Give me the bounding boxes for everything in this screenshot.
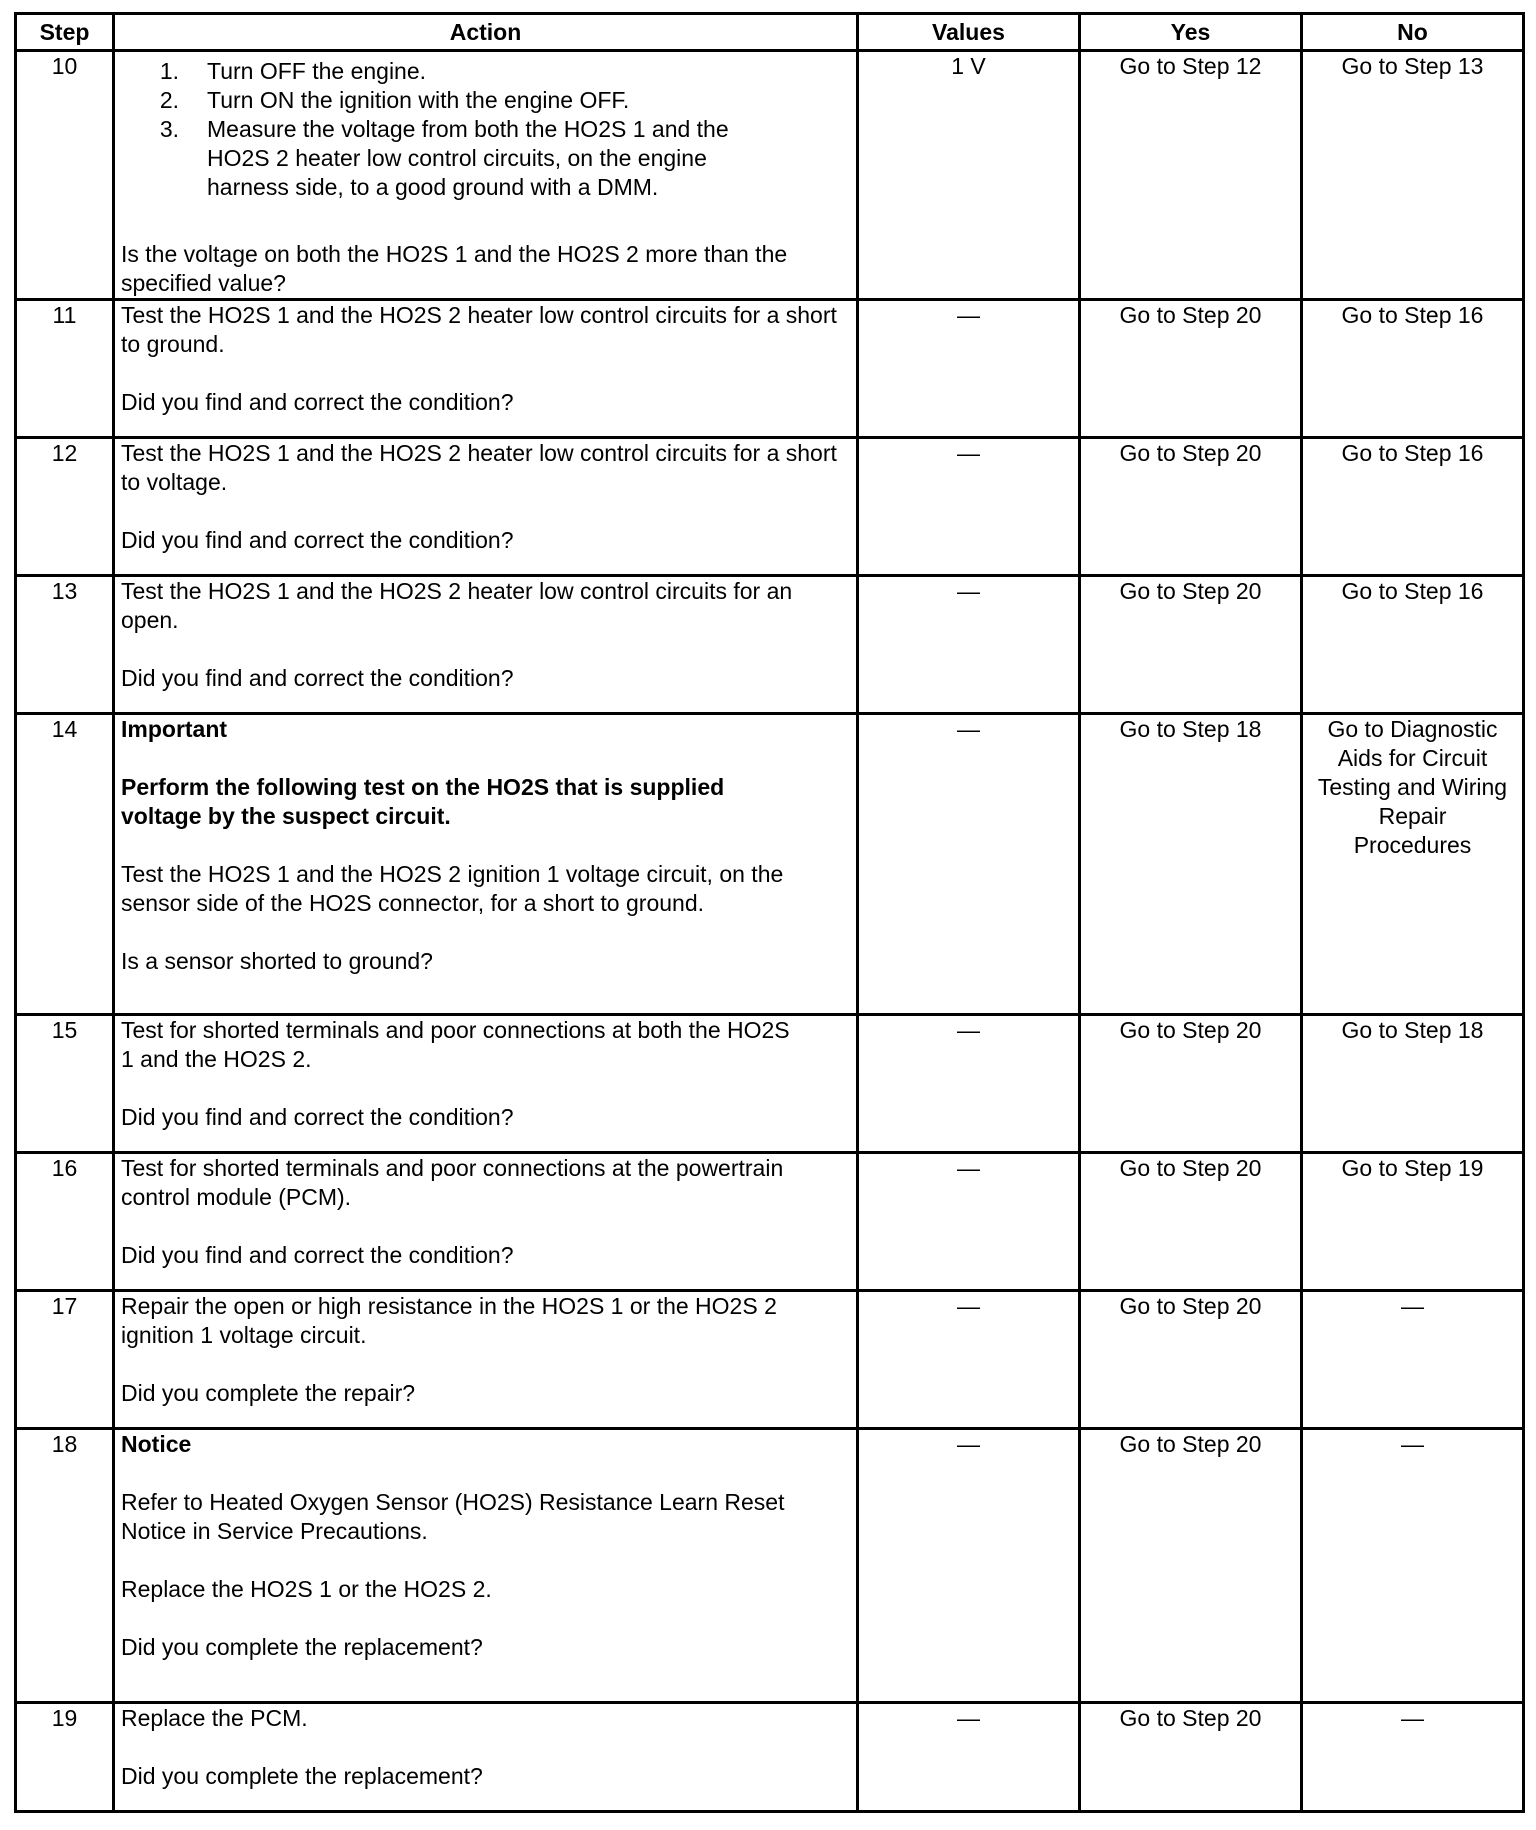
action-text: Test the HO2S 1 and the HO2S 2 heater low control circuits for an open. xyxy=(121,578,793,633)
yes-cell: Go to Step 20 xyxy=(1080,1429,1302,1703)
action-text: Test the HO2S 1 and the HO2S 2 heater low control circuits for a short to voltage. xyxy=(121,440,837,495)
table-row xyxy=(16,51,1524,300)
step-number: 11 xyxy=(16,300,114,438)
action-cell xyxy=(114,438,858,576)
step-number: 15 xyxy=(16,1015,114,1153)
action-cell xyxy=(114,714,858,1015)
value-cell: — xyxy=(858,1429,1080,1703)
question-text: Did you find and correct the condition? xyxy=(121,527,514,553)
action-text: Repair the open or high resistance in the HO2S 1 or the HO2S 2 ignition 1 voltage circuit. xyxy=(121,1293,777,1348)
yes-cell: Go to Step 12 xyxy=(1080,51,1302,300)
question-text: Did you find and correct the condition? xyxy=(121,665,514,691)
no-cell: — xyxy=(1302,1429,1524,1703)
step-number: 13 xyxy=(16,576,114,714)
value-cell: — xyxy=(858,714,1080,1015)
yes-cell: Go to Step 20 xyxy=(1080,300,1302,438)
yes-cell: Go to Step 20 xyxy=(1080,576,1302,714)
value-cell: 1 V xyxy=(858,51,1080,300)
no-cell: Go to Step 18 xyxy=(1302,1015,1524,1153)
value-cell: — xyxy=(858,1153,1080,1291)
action-cell xyxy=(114,51,858,300)
no-cell: Go to Diagnostic Aids for Circuit Testing and Wiring Repair Procedures xyxy=(1302,714,1524,1015)
table-row xyxy=(16,1703,1524,1812)
header-step: Step xyxy=(16,14,114,51)
yes-cell: Go to Step 18 xyxy=(1080,714,1302,1015)
action-text: Test for shorted terminals and poor connections at the powertrain control module (PCM). xyxy=(121,1155,784,1210)
no-cell: Go to Step 16 xyxy=(1302,300,1524,438)
table-row xyxy=(16,714,1524,1015)
important-heading: Important xyxy=(121,716,228,742)
value-cell: — xyxy=(858,1291,1080,1429)
action-cell xyxy=(114,1015,858,1153)
table-row xyxy=(16,576,1524,714)
diagnostic-table-page xyxy=(14,12,1522,1813)
no-cell: — xyxy=(1302,1291,1524,1429)
header-yes: Yes xyxy=(1080,14,1302,51)
value-cell: — xyxy=(858,1703,1080,1812)
step-number: 18 xyxy=(16,1429,114,1703)
value-cell: — xyxy=(858,300,1080,438)
no-cell: Go to Step 13 xyxy=(1302,51,1524,300)
question-text: Did you find and correct the condition? xyxy=(121,1104,514,1130)
question-text: Did you find and correct the condition? xyxy=(121,1242,514,1268)
question-text: Did you complete the replacement? xyxy=(121,1763,483,1789)
action-cell xyxy=(114,1703,858,1812)
table-row xyxy=(16,1153,1524,1291)
action-cell xyxy=(114,1429,858,1703)
table-row xyxy=(16,438,1524,576)
question-text: Is a sensor shorted to ground? xyxy=(121,948,433,974)
header-values: Values xyxy=(858,14,1080,51)
no-cell: Go to Step 16 xyxy=(1302,576,1524,714)
value-cell: — xyxy=(858,1015,1080,1153)
step-number: 10 xyxy=(16,51,114,300)
step-number: 19 xyxy=(16,1703,114,1812)
table-row xyxy=(16,1429,1524,1703)
value-cell: — xyxy=(858,576,1080,714)
diagnostic-table xyxy=(14,12,1525,1813)
action-text: Test the HO2S 1 and the HO2S 2 ignition 1 voltage circuit, on the sensor side of the HO2S connector, for a short to ground. xyxy=(121,861,784,916)
value-cell: — xyxy=(858,438,1080,576)
question-text: Is the voltage on both the HO2S 1 and the HO2S 2 more than the specified value? xyxy=(121,241,788,296)
action-cell xyxy=(114,576,858,714)
yes-cell: Go to Step 20 xyxy=(1080,1153,1302,1291)
action-text-2: Replace the HO2S 1 or the HO2S 2. xyxy=(121,1576,492,1602)
action-text: Refer to Heated Oxygen Sensor (HO2S) Resistance Learn Reset Notice in Service Precautions. xyxy=(121,1489,785,1544)
list-item: 3. Measure the voltage from both the HO2S 1 and the HO2S 2 heater low control circuits, on the engine harness side, to a good ground with a DMM. xyxy=(159,116,729,200)
table-row xyxy=(16,1015,1524,1153)
notice-heading: Notice xyxy=(121,1431,192,1457)
question-text: Did you find and correct the condition? xyxy=(121,389,514,415)
table-row xyxy=(16,300,1524,438)
table-row xyxy=(16,1291,1524,1429)
question-text: Did you complete the repair? xyxy=(121,1380,416,1406)
question-text: Did you complete the replacement? xyxy=(121,1634,483,1660)
step-number: 14 xyxy=(16,714,114,1015)
header-action: Action xyxy=(114,14,858,51)
instruction-list xyxy=(121,57,850,202)
no-cell: Go to Step 19 xyxy=(1302,1153,1524,1291)
list-item: 2. Turn ON the ignition with the engine OFF. xyxy=(159,87,630,113)
step-number: 16 xyxy=(16,1153,114,1291)
action-cell xyxy=(114,1153,858,1291)
no-cell: — xyxy=(1302,1703,1524,1812)
action-text: Test the HO2S 1 and the HO2S 2 heater low control circuits for a short to ground. xyxy=(121,302,837,357)
no-cell: Go to Step 16 xyxy=(1302,438,1524,576)
yes-cell: Go to Step 20 xyxy=(1080,438,1302,576)
list-item: 1. Turn OFF the engine. xyxy=(159,58,427,84)
table-header-row xyxy=(16,14,1524,51)
yes-cell: Go to Step 20 xyxy=(1080,1291,1302,1429)
yes-cell: Go to Step 20 xyxy=(1080,1015,1302,1153)
header-no: No xyxy=(1302,14,1524,51)
important-text: Perform the following test on the HO2S that is supplied voltage by the suspect circuit. xyxy=(121,774,725,829)
step-number: 12 xyxy=(16,438,114,576)
action-text: Replace the PCM. xyxy=(121,1705,308,1731)
action-text: Test for shorted terminals and poor connections at both the HO2S 1 and the HO2S 2. xyxy=(121,1017,790,1072)
action-cell xyxy=(114,1291,858,1429)
action-cell xyxy=(114,300,858,438)
step-number: 17 xyxy=(16,1291,114,1429)
yes-cell: Go to Step 20 xyxy=(1080,1703,1302,1812)
